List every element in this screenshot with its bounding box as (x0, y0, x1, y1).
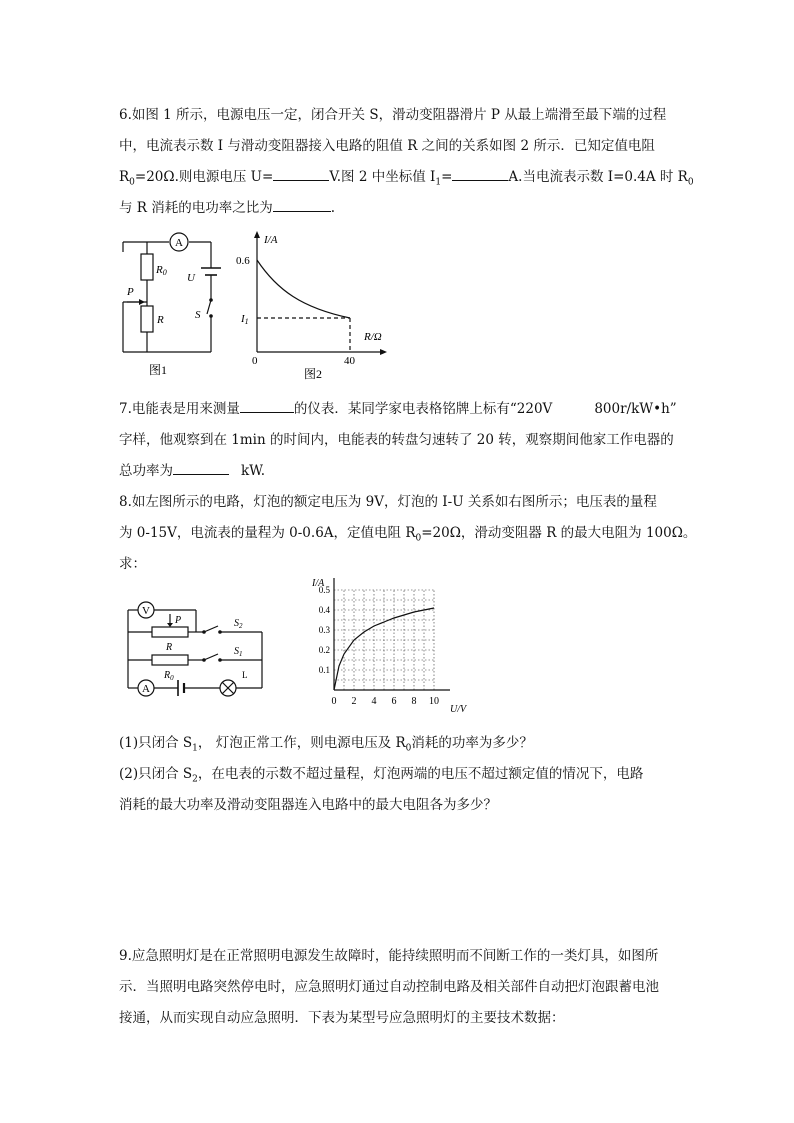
ammeter-label: A (142, 683, 150, 695)
rheostat-r-label: R (166, 642, 173, 653)
text: = (441, 169, 453, 185)
text: 7.电能表是用来测量 (119, 401, 240, 417)
subscript: 1 (192, 743, 198, 754)
q7-line1 (119, 397, 677, 417)
figure1-circuit (115, 228, 225, 378)
q7-line3 (119, 459, 265, 479)
r0-label: $R_0$ (164, 670, 174, 682)
q8-sub2 (119, 762, 643, 785)
q6-line4 (119, 196, 335, 216)
q8-sub2-line2: 消耗的最大功率及滑动变阻器连入电路中的最大电阻各为多少？ (119, 797, 497, 813)
q8-sub1 (119, 731, 533, 754)
text: 为 0-15V，电流表的量程为 0-0.6A，定值电阻 R (119, 525, 416, 541)
chart-xlabel: U/V (450, 704, 467, 715)
y-tick-label: 0.2 (318, 645, 330, 655)
tick-label: 0 (252, 355, 258, 367)
answer-blank-voltage[interactable] (273, 168, 329, 181)
slider-p-label: P (175, 615, 182, 626)
rheostat-r-label: R (157, 314, 164, 326)
switch-s2-label: $S_2$ (234, 618, 243, 630)
figure-circuit-q8 (122, 596, 272, 704)
answer-blank-measure[interactable] (240, 400, 294, 413)
text: 总功率为 (119, 463, 173, 479)
text: 的仪表．某同学家电表格铭牌上标有“220V (293, 401, 553, 417)
switch-s1-label: $S_1$ (234, 646, 243, 658)
x-tick-label: 10 (429, 696, 439, 707)
text: 800r/kW•h” (594, 401, 677, 417)
text: A.当电流表示数 I=0.4A 时 R (508, 169, 688, 185)
text: ， 灯泡正常工作，则电源电压及 R (197, 735, 406, 751)
tick-label: 40 (344, 355, 355, 367)
figure2-caption: 图2 (304, 367, 323, 381)
y-tick-label: 0.3 (318, 625, 330, 635)
tick-label: 0.6 (236, 255, 250, 267)
graph-ylabel: I/A (264, 234, 278, 246)
lamp-iu-chart (300, 572, 478, 720)
tick-label-i1: I1 (241, 313, 249, 326)
subscript: 0 (405, 743, 412, 754)
q7-line2: 字样，他观察到在 1min 的时间内，电能表的转盘匀速转了 20 转，观察期间他家工作电器的 (119, 432, 674, 448)
x-tick-label: 8 (411, 696, 417, 707)
x-tick-label: 4 (371, 696, 377, 707)
text: 与 R 消耗的电功率之比为 (119, 200, 273, 216)
slider-p-label: P (127, 286, 134, 298)
answer-blank-power-ratio[interactable] (273, 199, 331, 212)
answer-blank-power[interactable] (173, 462, 229, 475)
subscript: 0 (415, 533, 422, 544)
figure1-caption: 图1 (149, 363, 168, 377)
q6-line2: 中，电流表示数 I 与滑动变阻器接入电路的阻值 R 之间的关系如图 2 所示．已知定值电阻 (119, 138, 655, 154)
figure2-graph (232, 228, 402, 383)
subscript: 1 (435, 177, 442, 188)
switch-s-label: S (195, 309, 201, 321)
subscript: 2 (192, 774, 198, 785)
y-tick-label: 0.4 (318, 605, 330, 615)
text: ，在电表的示数不超过量程，灯泡两端的电压不超过额定值的情况下，电路 (197, 766, 644, 782)
text: (1)只闭合 S (119, 735, 193, 751)
text: =20Ω，滑动变阻器 R 的最大电阻为 100Ω。 (421, 525, 697, 541)
y-tick-label: 0.1 (318, 665, 330, 675)
q9-line1: 9.应急照明灯是在正常照明电源发生故障时，能持续照明而不间断工作的一类灯具，如图所 (119, 948, 659, 964)
x-tick-label: 0 (331, 696, 337, 707)
q8-line1: 8.如左图所示的电路，灯泡的额定电压为 9V，灯泡的 I-U 关系如右图所示；电压表的量程 (119, 494, 657, 510)
graph-xlabel: R/Ω (364, 331, 382, 343)
lamp-label: L (242, 670, 248, 680)
q9-line2: 示．当照明电路突然停电时，应急照明灯通过自动控制电路及相关部件自动把灯泡跟蓄电池 (119, 979, 659, 995)
text: V.图 2 中坐标值 I (329, 169, 436, 185)
chart-ylabel: I/A (312, 578, 325, 589)
text: . (330, 200, 336, 216)
subscript: 0 (687, 177, 694, 188)
r0-label: R0 (156, 264, 167, 277)
ammeter-label: A (175, 237, 183, 249)
q9-line3: 接通，从而实现自动应急照明．下表为某型号应急照明灯的主要技术数据： (119, 1010, 565, 1026)
q8-line3: 求： (119, 556, 146, 572)
y-tick-label: 0.5 (318, 585, 330, 595)
text: (2)只闭合 S (119, 766, 193, 782)
q8-line2 (119, 521, 696, 544)
text: kW. (241, 463, 265, 479)
voltmeter-label: V (142, 605, 150, 617)
answer-blank-i1[interactable] (452, 168, 508, 181)
subscript: 0 (129, 177, 135, 188)
text: 消耗的功率为多少？ (411, 735, 533, 751)
q6-line1: 6.如图 1 所示，电源电压一定，闭合开关 S，滑动变阻器滑片 P 从最上端滑至最下端的过程 (119, 107, 667, 123)
text: R (119, 169, 130, 185)
q6-line3 (119, 165, 694, 188)
x-tick-label: 2 (351, 696, 357, 707)
text: =20Ω.则电源电压 U= (134, 169, 274, 185)
x-tick-label: 6 (391, 696, 397, 707)
source-u-label: U (187, 272, 195, 284)
